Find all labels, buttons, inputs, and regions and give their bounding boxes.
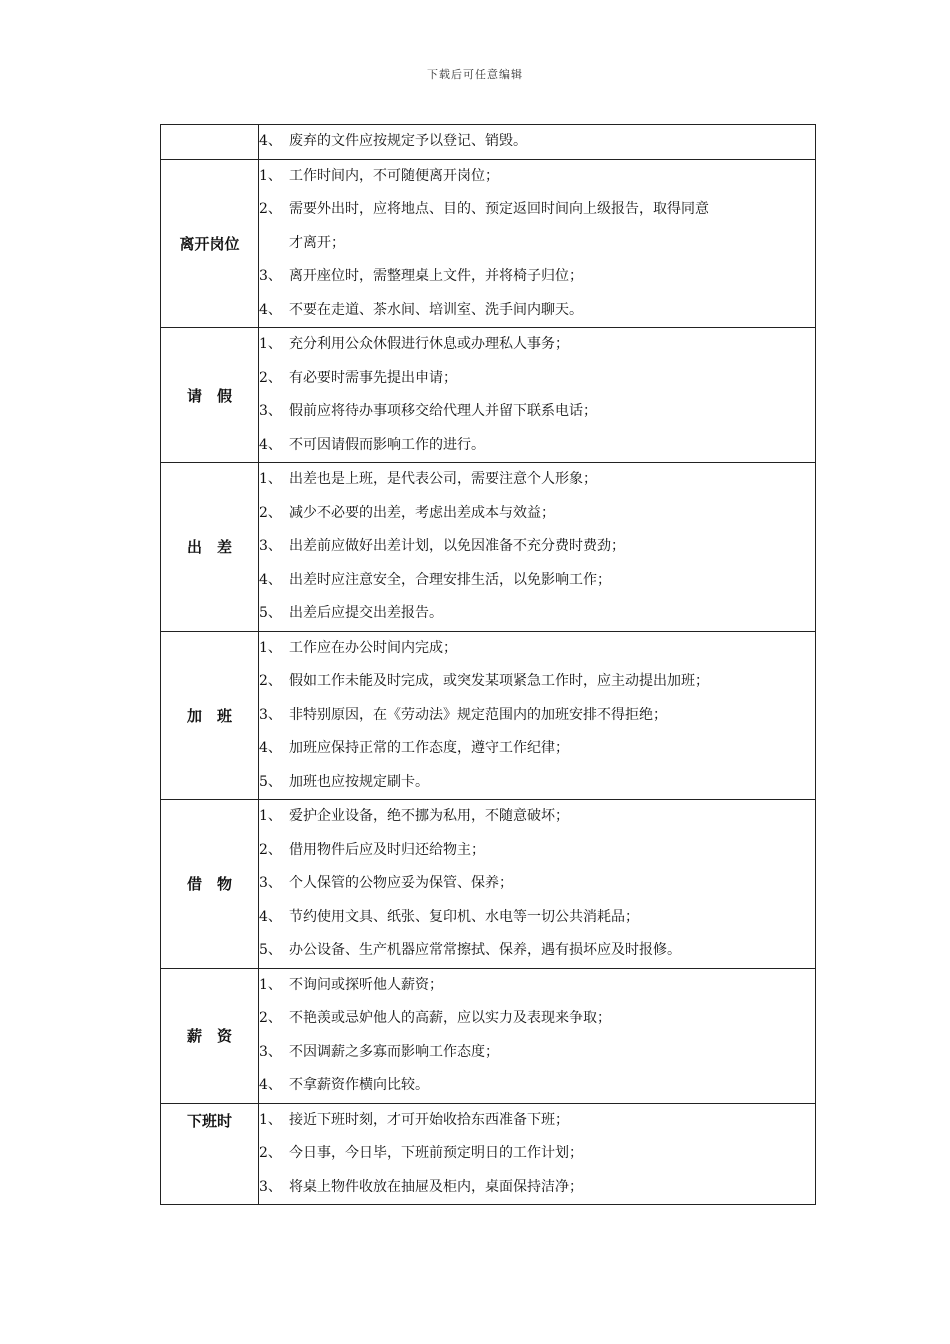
item-number: 1、 xyxy=(259,976,282,993)
item-text: 出差时应注意安全，合理安排生活，以免影响工作； xyxy=(289,571,611,588)
item-text: 不拿薪资作横向比较。 xyxy=(289,1077,429,1093)
item-text: 出差也是上班，是代表公司，需要注意个人形象； xyxy=(289,471,597,487)
item-number: 4、 xyxy=(259,908,282,925)
item-text: 出差前应做好出差计划，以免因准备不充分费时费劲； xyxy=(289,538,625,554)
category-cell: 出 差 xyxy=(161,463,259,632)
item-number: 3、 xyxy=(259,1178,282,1195)
category-cell: 借 物 xyxy=(161,800,259,969)
item-text: 非特别原因，在《劳动法》规定范围内的加班安排不得拒绝； xyxy=(289,706,667,723)
list-item xyxy=(259,632,815,666)
table-row xyxy=(161,631,816,800)
item-number: 5、 xyxy=(259,773,282,790)
item-text: 出差后应提交出差报告。 xyxy=(289,605,443,621)
item-text: 加班也应按规定刷卡。 xyxy=(289,773,429,790)
item-text: 个人保管的公物应妥为保管、保养； xyxy=(289,875,513,891)
header-note: 下载后可任意编辑 xyxy=(427,68,523,81)
list-item xyxy=(259,395,815,429)
list-item xyxy=(259,463,815,497)
item-text: 需要外出时，应将地点、目的、预定返回时间向上级报告，取得同意 xyxy=(289,201,709,217)
item-number: 4、 xyxy=(259,1077,282,1093)
list-item xyxy=(259,934,815,968)
list-item xyxy=(259,497,815,531)
item-number: 2、 xyxy=(259,673,282,689)
items-cell xyxy=(259,159,816,328)
item-text: 今日事，今日毕，下班前预定明日的工作计划； xyxy=(289,1145,583,1161)
items-cell xyxy=(259,328,816,463)
category-cell: 薪 资 xyxy=(161,968,259,1103)
item-number: 1、 xyxy=(259,167,282,184)
list-item xyxy=(259,699,815,733)
items-cell xyxy=(259,968,816,1103)
list-item xyxy=(259,597,815,631)
item-text: 加班应保持正常的工作态度，遵守工作纪律； xyxy=(289,740,569,756)
item-text: 不要在走道、茶水间、培训室、洗手间内聊天。 xyxy=(289,301,583,318)
item-text: 接近下班时刻，才可开始收拾东西准备下班； xyxy=(289,1111,569,1128)
item-text: 不艳羡或忌妒他人的高薪，应以实力及表现来争取； xyxy=(289,1010,611,1026)
item-number: 3、 xyxy=(259,706,282,723)
item-number: 4、 xyxy=(259,571,282,588)
table-row xyxy=(161,159,816,328)
list-item xyxy=(259,160,815,194)
item-number: 1、 xyxy=(259,336,282,352)
list-item xyxy=(259,834,815,868)
item-number: 5、 xyxy=(259,605,282,621)
list-item xyxy=(259,1036,815,1070)
list-item xyxy=(259,1002,815,1036)
item-number: 2、 xyxy=(259,369,282,386)
item-text: 爱护企业设备，绝不挪为私用，不随意破坏； xyxy=(289,808,569,824)
item-text: 不因调薪之多寡而影响工作态度； xyxy=(289,1043,499,1060)
list-item xyxy=(259,227,815,261)
item-number: 1、 xyxy=(259,639,282,656)
item-text: 借用物件后应及时归还给物主； xyxy=(289,841,485,858)
table-row xyxy=(161,328,816,463)
list-item xyxy=(259,867,815,901)
item-text: 假如工作未能及时完成，或突发某项紧急工作时，应主动提出加班； xyxy=(289,673,709,689)
list-item xyxy=(259,530,815,564)
list-item xyxy=(259,1171,815,1205)
list-item xyxy=(259,1104,815,1138)
list-item xyxy=(259,766,815,800)
item-number: 2、 xyxy=(259,1145,282,1161)
list-item xyxy=(259,193,815,227)
items-cell xyxy=(259,1103,816,1205)
category-cell: 加 班 xyxy=(161,631,259,800)
item-text: 减少不必要的出差，考虑出差成本与效益； xyxy=(289,504,555,521)
item-text: 才离开； xyxy=(289,234,345,251)
item-text: 离开座位时，需整理桌上文件，并将椅子归位； xyxy=(289,268,583,284)
table-row xyxy=(161,968,816,1103)
list-item xyxy=(259,328,815,362)
list-item xyxy=(259,294,815,328)
item-text: 不可因请假而影响工作的进行。 xyxy=(289,436,485,453)
table-row xyxy=(161,125,816,160)
category-cell: 下班时 xyxy=(161,1103,259,1205)
list-item xyxy=(259,1137,815,1171)
item-number: 2、 xyxy=(259,504,282,521)
items-cell xyxy=(259,463,816,632)
items-cell xyxy=(259,800,816,969)
category-cell xyxy=(161,125,259,160)
item-number: 5、 xyxy=(259,942,282,958)
item-number: 3、 xyxy=(259,538,282,554)
items-cell xyxy=(259,125,816,160)
list-item xyxy=(259,901,815,935)
list-item xyxy=(259,665,815,699)
item-number: 4、 xyxy=(259,301,282,318)
items-cell xyxy=(259,631,816,800)
item-number: 3、 xyxy=(259,875,282,891)
list-item xyxy=(259,800,815,834)
category-cell: 请 假 xyxy=(161,328,259,463)
item-text: 有必要时需事先提出申请； xyxy=(289,369,457,386)
list-item xyxy=(259,732,815,766)
item-text: 节约使用文具、纸张、复印机、水电等一切公共消耗品； xyxy=(289,908,639,925)
item-text: 工作应在办公时间内完成； xyxy=(289,639,457,656)
category-cell: 离开岗位 xyxy=(161,159,259,328)
item-number: 4、 xyxy=(259,133,282,149)
item-number xyxy=(259,227,289,261)
list-item xyxy=(259,362,815,396)
item-number: 3、 xyxy=(259,403,282,419)
item-number: 4、 xyxy=(259,740,282,756)
item-number: 1、 xyxy=(259,808,282,824)
item-text: 工作时间内，不可随便离开岗位； xyxy=(289,167,499,184)
list-item xyxy=(259,125,815,159)
item-number: 2、 xyxy=(259,841,282,858)
item-number: 4、 xyxy=(259,436,282,453)
list-item xyxy=(259,564,815,598)
item-text: 不询问或探听他人薪资； xyxy=(289,976,443,993)
item-number: 1、 xyxy=(259,1111,282,1128)
list-item xyxy=(259,260,815,294)
item-text: 办公设备、生产机器应常常擦拭、保养，遇有损坏应及时报修。 xyxy=(289,942,681,958)
list-item xyxy=(259,969,815,1003)
item-number: 1、 xyxy=(259,471,282,487)
item-text: 废弃的文件应按规定予以登记、销毁。 xyxy=(289,133,527,149)
item-text: 将桌上物件收放在抽屉及柜内，桌面保持洁净； xyxy=(289,1178,583,1195)
item-text: 假前应将待办事项移交给代理人并留下联系电话； xyxy=(289,403,597,419)
item-text: 充分利用公众休假进行休息或办理私人事务； xyxy=(289,336,569,352)
table-row xyxy=(161,463,816,632)
item-number: 3、 xyxy=(259,1043,282,1060)
table-row xyxy=(161,1103,816,1205)
list-item xyxy=(259,1069,815,1103)
item-number: 2、 xyxy=(259,1010,282,1026)
item-number: 3、 xyxy=(259,268,282,284)
list-item xyxy=(259,429,815,463)
rules-table xyxy=(160,124,816,1205)
table-row xyxy=(161,800,816,969)
item-number: 2、 xyxy=(259,201,282,217)
